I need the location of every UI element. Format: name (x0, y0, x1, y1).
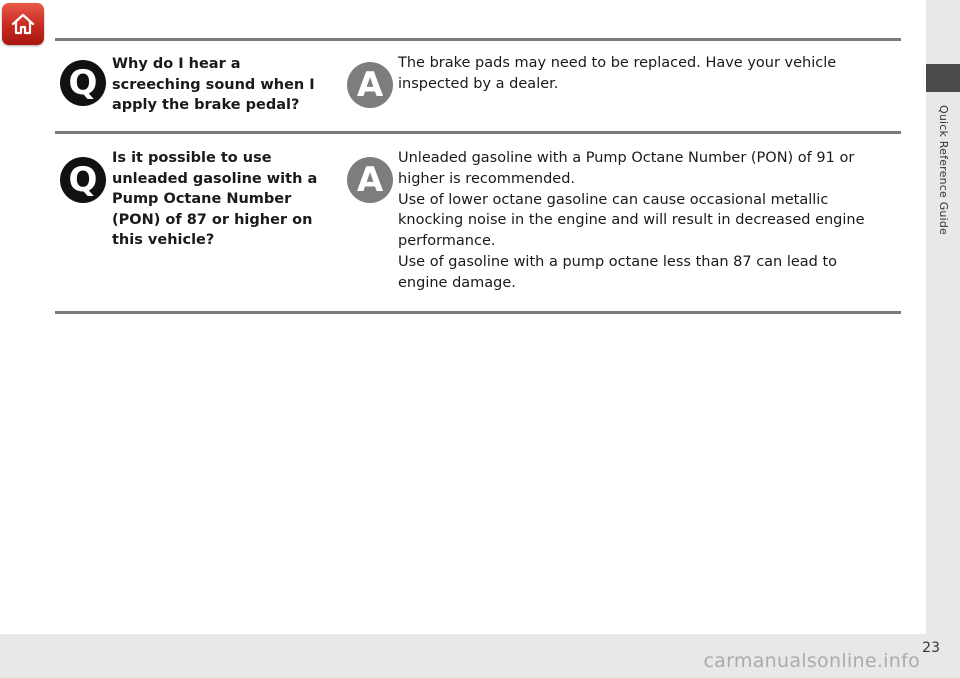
home-icon (9, 10, 37, 38)
divider-middle (55, 131, 901, 134)
divider-top (55, 38, 901, 41)
faq-answer-2 (398, 148, 890, 294)
section-tab-marker[interactable] (926, 64, 960, 92)
home-button[interactable] (2, 3, 44, 45)
question-badge: Q (60, 157, 106, 203)
divider-bottom (55, 311, 901, 314)
answer-badge: A (347, 157, 393, 203)
faq-answer-1 (398, 53, 898, 95)
answer-paragraph: Use of gasoline with a pump octane less than 87 can lead to engine damage. (398, 253, 838, 291)
question-badge: Q (60, 60, 106, 106)
faq-question-2: Is it possible to use unleaded gasoline with a Pump Octane Number (PON) of 87 or higher on this vehicle? (112, 150, 318, 248)
answer-badge: A (347, 62, 393, 108)
faq-question-1: Why do I hear a screeching sound when I apply the brake pedal? (112, 56, 315, 113)
answer-paragraph: The brake pads may need to be replaced. Have your vehicle inspected by a dealer. (398, 55, 837, 92)
watermark: carmanualsonline.info (703, 650, 920, 672)
section-label: Quick Reference Guide (937, 105, 950, 235)
answer-paragraph: Use of lower octane gasoline can cause occasional metallic knocking noise in the engine and will result in decreased engine performance. (398, 191, 865, 250)
page-number: 23 (922, 640, 940, 656)
answer-paragraph: Unleaded gasoline with a Pump Octane Number (PON) of 91 or higher is recommended. (398, 150, 855, 187)
